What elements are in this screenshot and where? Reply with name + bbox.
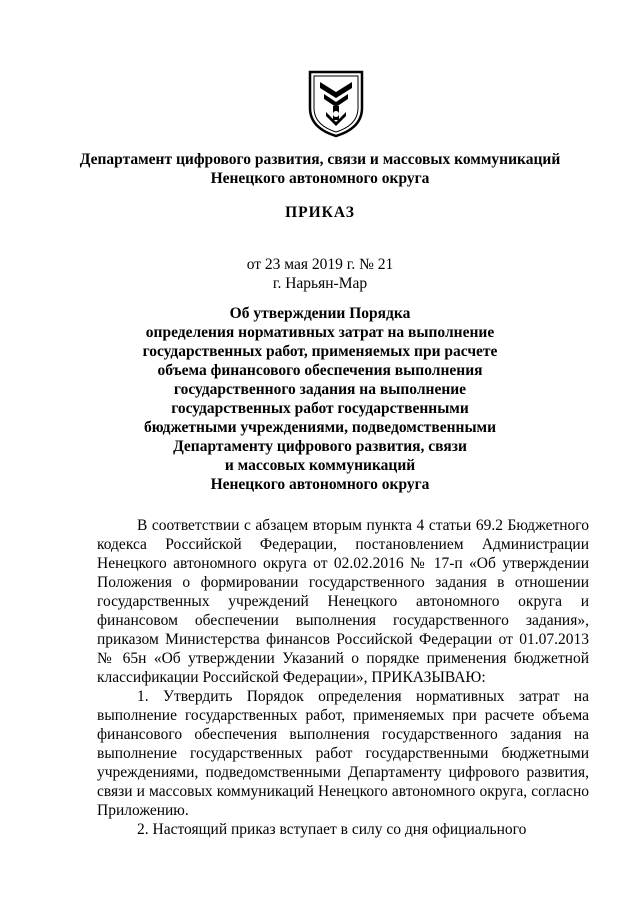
- subject-line: объема финансового обеспечения выполнения: [157, 362, 483, 379]
- order-subject: [0, 304, 640, 494]
- subject-line: бюджетными учреждениями, подведомственными: [143, 419, 497, 436]
- department-name-line2: Ненецкого автономного округа: [210, 170, 430, 187]
- subject-line: Департаменту цифрового развития, связи: [173, 438, 467, 455]
- document-type-title: ПРИКАЗ: [285, 204, 355, 221]
- subject-line: определения нормативных затрат на выполнение: [145, 324, 495, 341]
- department-name-line1: Департамент цифрового развития, связи и массовых коммуникаций: [79, 151, 561, 168]
- order-place: г. Нарьян-Мар: [272, 275, 368, 292]
- order-date-block: [0, 255, 640, 293]
- subject-line: государственных работ государственными: [171, 400, 469, 417]
- order-body: [97, 516, 589, 839]
- preamble-paragraph: В соответствии с абзацем вторым пункта 4 статьи 69.2 Бюджетного кодекса Российской Федерации, постановлением Администрации Ненецкого автономного округа от 02.02.2016 № 17-п «Об утверждении Положения о формировании государственного задания в отношении государственных учреждений Ненецкого автономного округа и финансовом обеспечении выполнения государственного задания», приказом Министерства финансов Российской Федерации от 01.07.2013 № 65н «Об утверждении Указаний о порядке применения бюджетной классификации Российской Федерации», ПРИКАЗЫВАЮ:: [97, 517, 589, 686]
- subject-line: государственных работ, применяемых при расчете: [142, 343, 498, 360]
- order-item-2: 2. Настоящий приказ вступает в силу со дня официального: [137, 821, 527, 838]
- subject-line: Об утверждении Порядка: [229, 305, 411, 322]
- subject-line: государственного задания на выполнение: [173, 381, 467, 398]
- department-name: [0, 150, 640, 188]
- subject-line: Ненецкого автономного округа: [210, 476, 430, 493]
- order-date: от 23 мая 2019 г. № 21: [246, 256, 394, 273]
- order-item-1: 1. Утвердить Порядок определения нормативных затрат на выполнение государственных работ, применяемых при расчете объема финансового обеспечения выполнения государственного задания на выполнение государственных работ государственными бюджетными учреждениями, подведомственными Департаменту цифрового развития, связи и массовых коммуникаций Ненецкого автономного округа, согласно Приложению.: [97, 688, 589, 819]
- coat-of-arms-icon: [306, 68, 366, 138]
- subject-line: и массовых коммуникаций: [224, 457, 416, 474]
